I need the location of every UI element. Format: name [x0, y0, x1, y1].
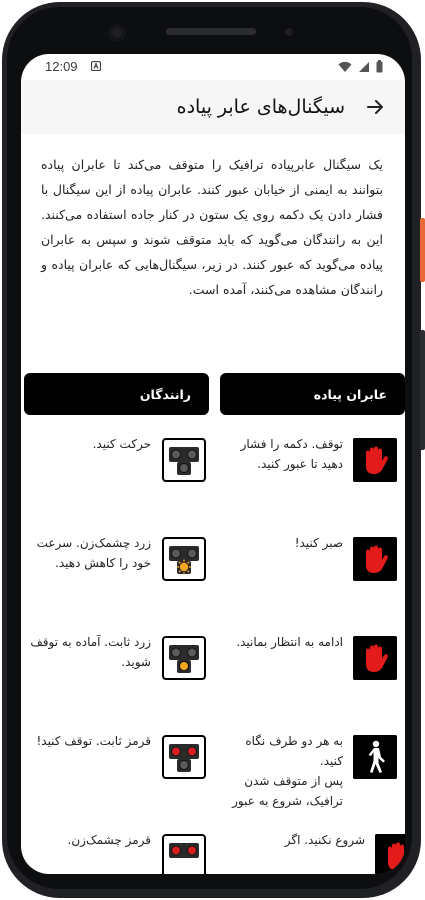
notification-a-icon: [91, 61, 101, 71]
gesture-navigation-bar: [21, 858, 405, 874]
earpiece-speaker: [166, 28, 256, 35]
driver-cell: [21, 533, 213, 632]
signal-grid: [21, 434, 405, 874]
tab-pedestrians[interactable]: عابران پیاده: [220, 373, 405, 415]
power-button: [420, 218, 425, 282]
arrow-back-icon: [365, 97, 385, 117]
pedestrian-signal-text: توقف. دکمه را فشار دهید تا عبور کنید.: [240, 437, 343, 471]
driver-cell: [21, 731, 213, 830]
proximity-sensor: [285, 28, 293, 36]
walking-person-icon: [353, 735, 397, 779]
driver-cell: [21, 632, 213, 731]
intro-paragraph: یک سیگنال عابرپیاده ترافیک را متوقف می‌کند تا عابران پیاده بتوانند به ایمنی از خیابان عبور کنند. عابران پیاده از این سیگنال با فشار دادن یک دکمه روی یک ستون در کنار جاده استفاده می‌کنند. این به رانندگان می‌گوید که باید متوقف شوند و سپس به عابران پیاده می‌گوید که عبور کنند. در زیر، سیگنال‌هایی که عابران پیاده و رانندگان مشاهده می‌کنند، آمده است.: [41, 157, 383, 297]
pedestrian-signal-text: [223, 731, 343, 811]
driver-signal-text: زرد ثابت. آماده به توقف شوید.: [30, 635, 151, 669]
driver-signal-text: زرد چشمک‌زن. سرعت خود را کاهش دهید.: [36, 536, 151, 570]
traffic-light-yellow-icon: [162, 636, 206, 680]
battery-icon: [376, 60, 383, 73]
back-button[interactable]: [355, 87, 395, 127]
signal-icon: [358, 61, 370, 73]
tab-drivers[interactable]: رانندگان: [24, 373, 209, 415]
tab-bar: [23, 373, 405, 415]
pedestrian-signal-line1: به هر دو طرف نگاه کنید.: [245, 734, 343, 768]
signal-row: [21, 434, 405, 533]
signal-row: [21, 632, 405, 731]
signal-row: [21, 533, 405, 632]
traffic-light-red-icon: [162, 735, 206, 779]
page-title: سیگنال‌های عابر پیاده: [176, 96, 345, 118]
pedestrian-signal-text: شروع نکنید. اگر: [284, 833, 365, 847]
screen: [21, 54, 405, 874]
pedestrian-signal-text: ادامه به انتظار بمانید.: [236, 635, 343, 649]
pedestrian-cell: [213, 434, 405, 533]
status-bar: [21, 54, 405, 80]
wifi-icon: [338, 61, 352, 73]
app-bar: [21, 80, 405, 134]
front-camera: [108, 24, 126, 42]
pedestrian-cell: [213, 533, 405, 632]
pedestrian-cell: [213, 731, 405, 830]
driver-signal-text: قرمز ثابت. توقف کنید!: [36, 734, 151, 748]
driver-cell: [21, 434, 213, 533]
red-hand-icon: [353, 537, 397, 581]
pedestrian-signal-line2: پس از متوقف شدن ترافیک، شروع به عبور: [232, 774, 343, 808]
signal-row: [21, 731, 405, 830]
driver-signal-text: قرمز چشمک‌زن.: [67, 833, 151, 847]
driver-signal-text: حرکت کنید.: [92, 437, 151, 451]
pedestrian-cell: [213, 632, 405, 731]
status-time: 12:09: [45, 59, 78, 74]
pedestrian-signal-text: صبر کنید!: [294, 536, 343, 550]
red-hand-icon: [353, 438, 397, 482]
red-hand-icon: [353, 636, 397, 680]
content-area[interactable]: [21, 134, 405, 874]
traffic-light-flashing-yellow-icon: [162, 537, 206, 581]
volume-button: [420, 330, 425, 450]
traffic-light-off-icon: [162, 438, 206, 482]
